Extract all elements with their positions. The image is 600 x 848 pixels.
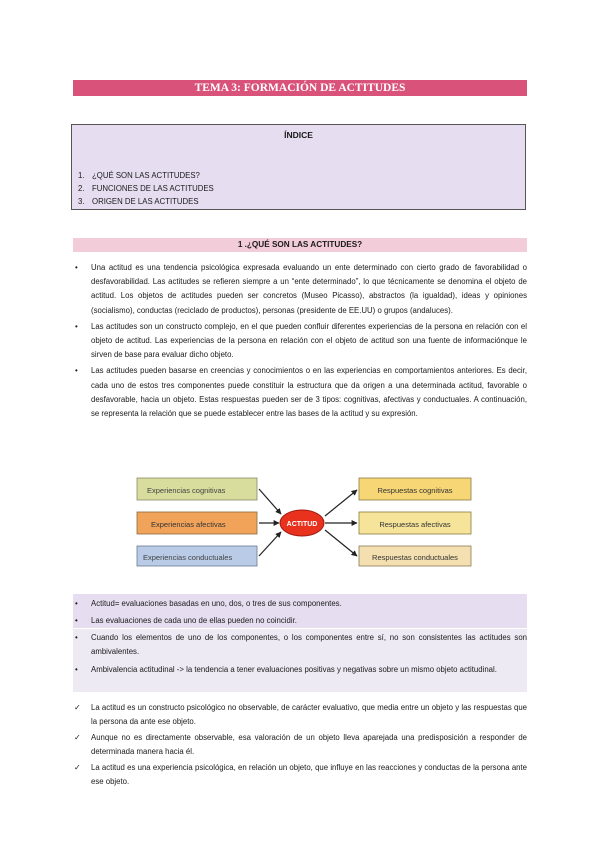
index-item: 1. ¿QUÉ SON LAS ACTITUDES? [78, 171, 200, 180]
section-bullets [73, 261, 527, 423]
check-icon: ✓ [74, 763, 81, 772]
bullet-item: • Las actitudes pueden basarse en creencias y conocimientos o en las experiencias en comportamientos anteriores. Es decir, cada uno de estos tres componentes puede constituir la estructura que da origen a una determinada actitud, favorable o desfavorable, hacia un objeto. Estas respuestas pueden ser de 3 tipos: cognitivas, afectivas y conductuales. A continuación, se representa la relación que se puede establecer entre las bases de la actitud y su expresión. [75, 366, 527, 419]
check-item: ✓ Aunque no es directamente observable, esa valoración de un objeto lleva aparejada una predisposición a responder de determinada manera hacia él. [74, 733, 527, 756]
index-box [71, 124, 526, 210]
index-item: 2. FUNCIONES DE LAS ACTITUDES [78, 184, 214, 193]
arrow-left-1 [259, 489, 281, 514]
document-title: TEMA 3: FORMACIÓN DE ACTITUDES [73, 80, 527, 96]
note-item: • Actitud= evaluaciones basadas en uno, dos, o tres de sus componentes. [75, 599, 342, 608]
check-item: ✓ La actitud es una experiencia psicológica, en relación un objeto, que influye en las reacciones y conductas de la persona ante ese objeto. [74, 763, 527, 786]
check-icon: ✓ [74, 733, 81, 742]
index-list [78, 169, 214, 208]
arrow-right-1 [325, 490, 357, 516]
note-item: • Cuando los elementos de uno de los componentes, o los componentes entre sí, no son consistentes las actitudes son ambivalentes. [75, 633, 527, 656]
arrow-right-3 [325, 530, 357, 556]
index-heading: ÍNDICE [284, 130, 313, 140]
section-heading: 1 .¿QUÉ SON LAS ACTITUDES? [73, 238, 527, 252]
check-item: ✓ La actitud es un constructo psicológico no observable, de carácter evaluativo, que media entre un objeto y las respuestas que la persona da ante ese objeto. [74, 703, 527, 726]
label-exp-conductual: Experiencias conductuales [143, 553, 233, 562]
index-item: 3. ORIGEN DE LAS ACTITUDES [78, 197, 199, 206]
attitude-diagram [133, 472, 475, 572]
check-icon: ✓ [74, 703, 81, 712]
arrow-left-3 [259, 532, 281, 556]
label-exp-cognitive: Experiencias cognitivas [147, 486, 226, 495]
label-exp-affective: Experiencias afectivas [151, 520, 226, 529]
bullet-item: • Una actitud es una tendencia psicológica expresada evaluando un ente determinado con cierto grado de favorabilidad o desfavorabilidad. Las actitudes se refieren siempre a un “ente determinado”, lo que técnicamente se denomina el objeto de actitud. Los objetos de actitudes pueden ser concretos (Museo Picasso), abstractos (la igualdad), ideas y opiniones (socialismo), conductas (reciclado de productos), personas (presidente de EE.UU) o grupos (andaluces). [75, 263, 527, 315]
bullet-item: • Las actitudes son un constructo complejo, en el que pueden confluir diferentes experiencias de la persona en relación con el objeto de actitud. Las experiencias de la persona en relación con el objeto de actitud son una fuente de informaciónque le sirven de base para evaluar dicho objeto. [75, 321, 527, 360]
notes-list [73, 597, 527, 682]
note-item: • Ambivalencia actitudinal -> la tendencia a tener evaluaciones positivas y negativas sobre un mismo objeto actitudinal. [75, 665, 497, 674]
center-label: ACTITUD [286, 521, 318, 528]
label-resp-conductual: Respuestas conductuales [372, 553, 458, 562]
note-item: • Las evaluaciones de cada uno de ellas pueden no coincidir. [75, 615, 297, 625]
label-resp-affective: Respuestas afectivas [379, 520, 451, 529]
label-resp-cognitive: Respuestas cognitivas [377, 486, 453, 495]
check-list [73, 701, 527, 791]
